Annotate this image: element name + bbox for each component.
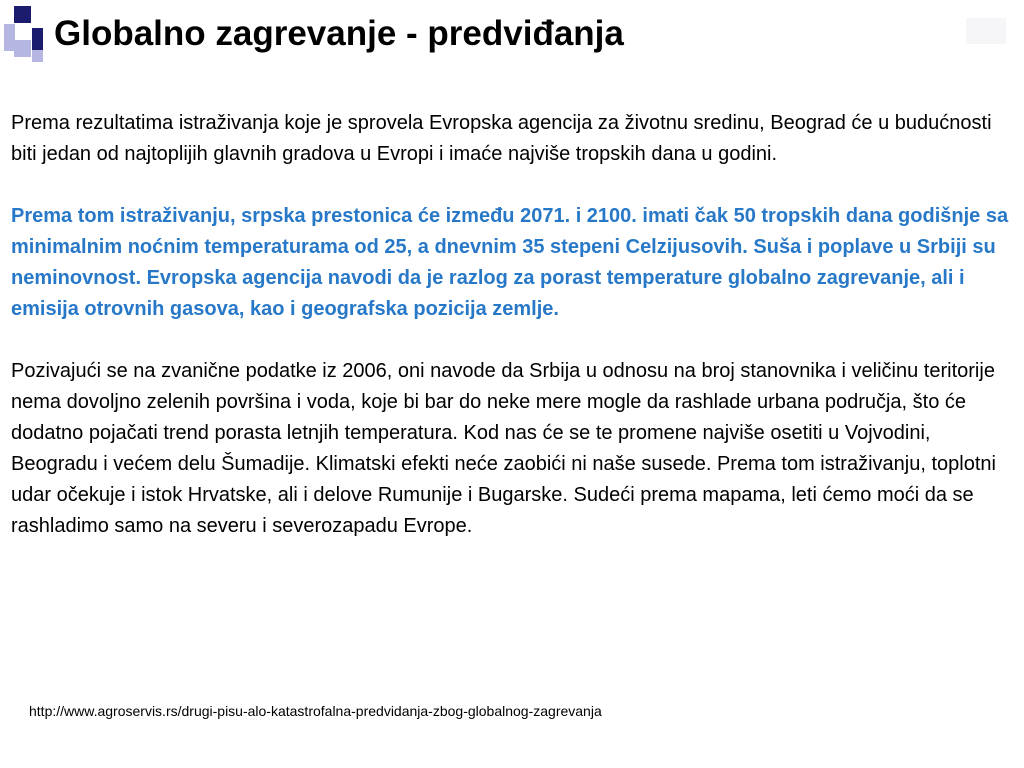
slide-title: Globalno zagrevanje - predviđanja xyxy=(54,14,624,53)
logo-square-light-right xyxy=(32,50,43,62)
logo-square-light-left xyxy=(4,24,15,51)
logo-square-dark-right xyxy=(32,28,43,50)
source-link[interactable]: http://www.agroservis.rs/drugi-pisu-alo-katastrofalna-predvidanja-zbog-globalnog-zagrevanja xyxy=(29,703,602,719)
corner-decoration xyxy=(966,18,1006,44)
logo-square-light-bottom xyxy=(14,40,31,57)
paragraph-highlight: Prema tom istraživanju, srpska prestonica će između 2071. i 2100. imati čak 50 tropskih dana godišnje sa minimalnim noćnim temperaturama od 25, a dnevnim 35 stepeni Celzijusovih. Suša i poplave u Srbiji su neminovnost. Evropska agencija navodi da je razlog za porast temperature globalno zagrevanje, ali i emisija otrovnih gasova, kao i geografska pozicija zemlje. xyxy=(11,205,1009,320)
slide-body xyxy=(11,108,1016,542)
slide-logo-squares xyxy=(0,0,46,62)
paragraph-details: Pozivajući se na zvanične podatke iz 2006, oni navode da Srbija u odnosu na broj stanovnika i veličinu teritorije nema dovoljno zelenih površina i voda, koje bi bar do neke mere mogle da rashlade urbana područja, što će dodatno pojačati trend porasta letnjih temperatura. Kod nas će se te promene najviše osetiti u Vojvodini, Beogradu i većem delu Šumadije. Klimatski efekti neće zaobići ni naše susede. Prema tom istraživanju, toplotni udar očekuje i istok Hrvatske, ali i delove Rumunije i Bugarske. Sudeći prema mapama, leti ćemo moći da se rashladimo samo na severu i severozapadu Evrope. xyxy=(11,360,996,537)
paragraph-intro: Prema rezultatima istraživanja koje je sprovela Evropska agencija za životnu sredinu, Beograd će u budućnosti biti jedan od najtoplijih glavnih gradova u Evropi i imaće najviše tropskih dana u godini. xyxy=(11,112,992,165)
logo-square-dark-top xyxy=(14,6,31,23)
